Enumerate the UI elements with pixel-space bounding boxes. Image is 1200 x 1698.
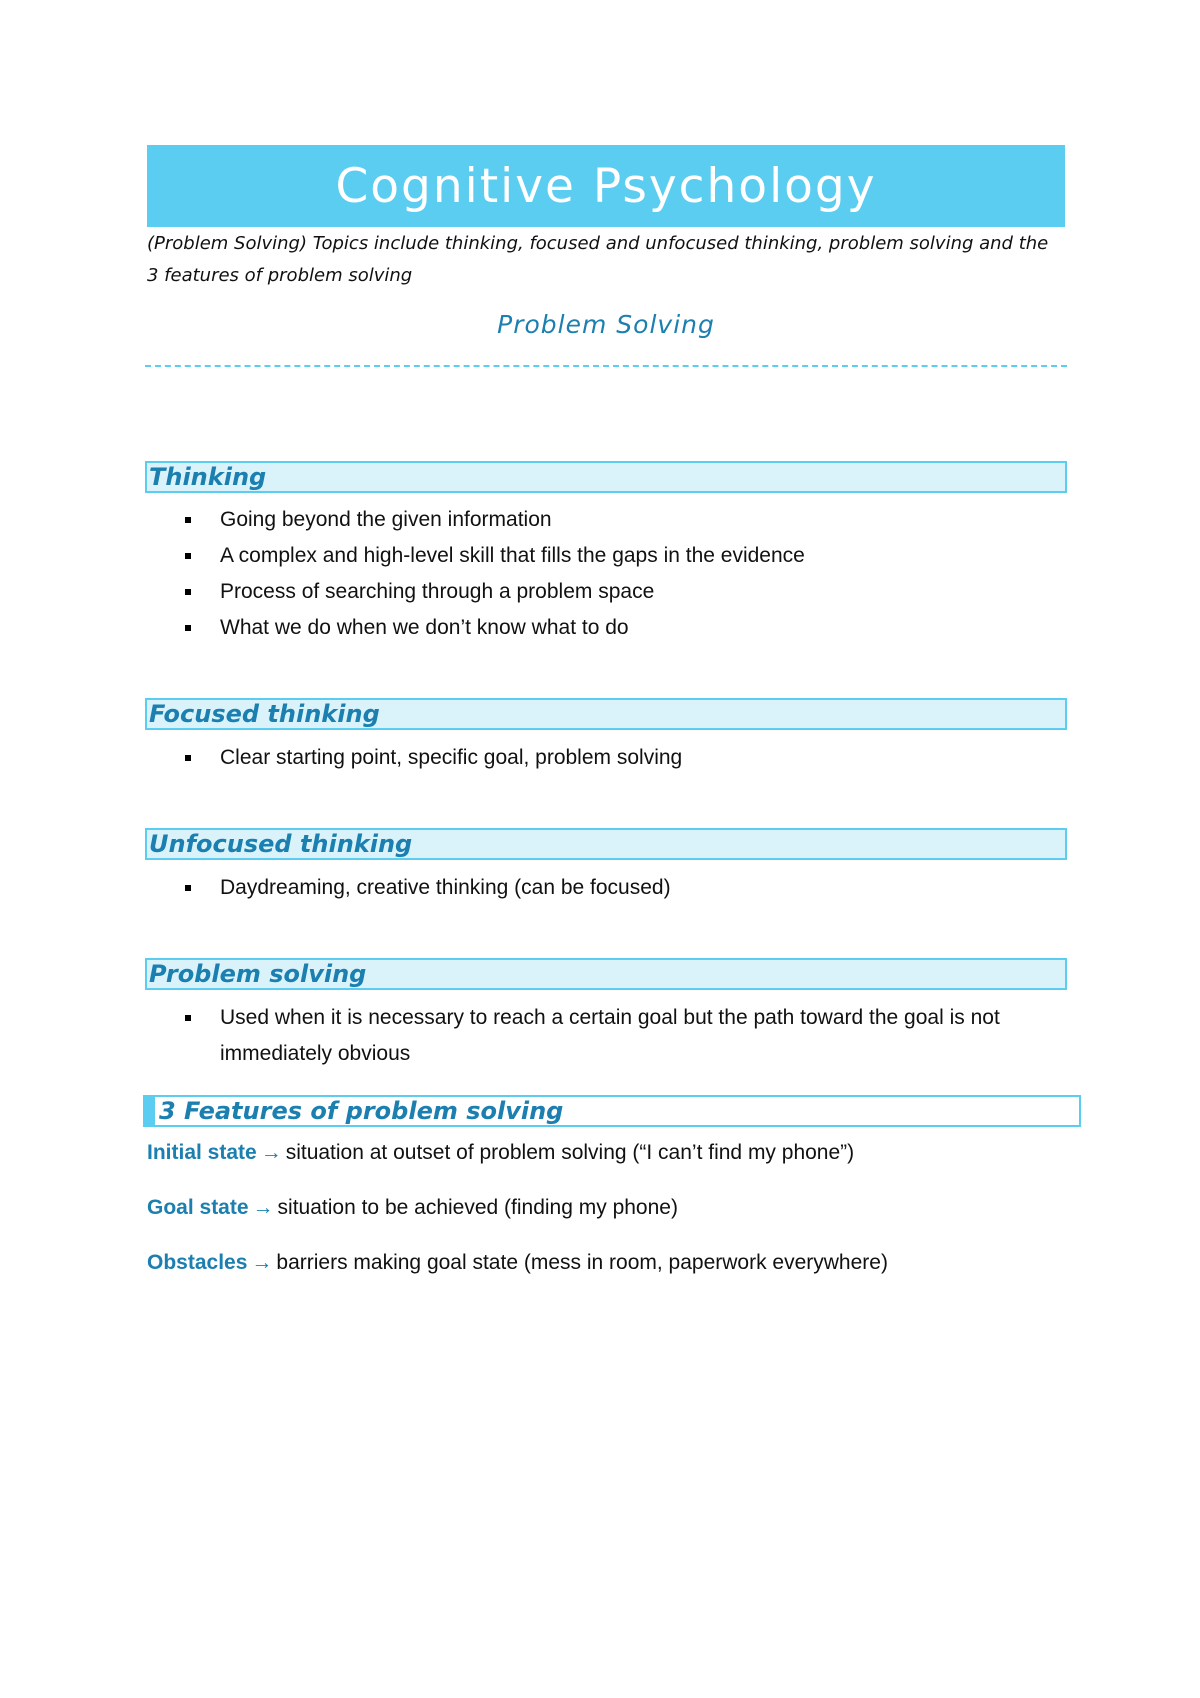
arrow-right-icon: → <box>252 1196 274 1219</box>
feature-obstacles <box>147 1248 888 1278</box>
focused-thinking-list <box>185 740 1065 776</box>
list-item: Daydreaming, creative thinking (can be focused) <box>185 870 1065 906</box>
feature-term: Obstacles <box>147 1251 248 1274</box>
heading-unfocused-thinking-label: Unfocused thinking <box>149 830 413 858</box>
feature-goal-state <box>147 1193 678 1223</box>
divider-line <box>145 365 1067 367</box>
feature-term: Initial state <box>147 1141 257 1164</box>
document-title: Cognitive Psychology <box>335 158 877 214</box>
heading-focused-thinking-label: Focused thinking <box>149 700 380 728</box>
feature-description: situation to be achieved (finding my phone) <box>277 1196 678 1219</box>
heading-thinking <box>145 461 1067 493</box>
heading-problem-solving <box>145 958 1067 990</box>
list-item: Used when it is necessary to reach a certain goal but the path toward the goal is not immediately obvious <box>185 1000 1065 1072</box>
heading-thinking-label: Thinking <box>149 463 267 491</box>
problem-solving-list <box>185 1000 1065 1072</box>
list-item: A complex and high-level skill that fills the gaps in the evidence <box>185 538 1065 574</box>
arrow-right-icon: → <box>251 1251 273 1274</box>
feature-description: situation at outset of problem solving (“I can’t find my phone”) <box>285 1141 855 1164</box>
title-banner <box>147 145 1065 227</box>
thinking-list <box>185 502 1065 646</box>
document-subtitle: (Problem Solving) Topics include thinking, focused and unfocused thinking, problem solving and the 3 features of problem solving <box>147 233 1049 286</box>
heading-unfocused-thinking <box>145 828 1067 860</box>
unfocused-thinking-list <box>185 870 1065 906</box>
heading-focused-thinking <box>145 698 1067 730</box>
heading-features-label: 3 Features of problem solving <box>159 1097 564 1125</box>
list-item: Clear starting point, specific goal, problem solving <box>185 740 1065 776</box>
feature-initial-state <box>147 1138 854 1168</box>
heading-problem-solving-label: Problem solving <box>149 960 367 988</box>
arrow-right-icon: → <box>260 1141 282 1164</box>
section-heading: Problem Solving <box>497 310 715 339</box>
heading-features <box>143 1095 1081 1127</box>
feature-term: Goal state <box>147 1196 249 1219</box>
list-item: Process of searching through a problem space <box>185 574 1065 610</box>
feature-description: barriers making goal state (mess in room, paperwork everywhere) <box>276 1251 888 1274</box>
list-item: What we do when we don’t know what to do <box>185 610 1065 646</box>
list-item: Going beyond the given information <box>185 502 1065 538</box>
